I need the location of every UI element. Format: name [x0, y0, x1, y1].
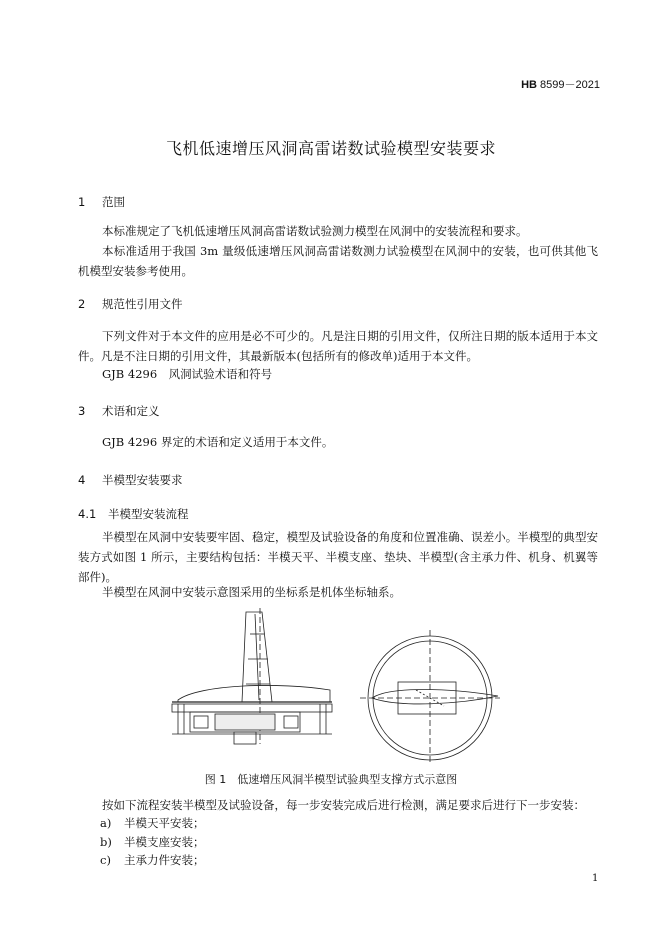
section-2-paragraph-1: 下列文件对于本文件的应用是必不可少的。凡是注日期的引用文件，仅所注日期的版本适用于本文件。凡是不注日期的引用文件，其最新版本(包括所有的修改单)适用于本文件。	[78, 329, 598, 363]
section-1-heading: 1 范围	[78, 195, 125, 209]
section-1-paragraph-1: 本标准规定了飞机低速增压风洞高雷诺数试验测力模型在风洞中的安装流程和要求。	[102, 224, 528, 238]
section-4-1-paragraph-2: 半模型在风洞中安装示意图采用的坐标系是机体坐标轴系。	[102, 585, 401, 599]
section-1-paragraph-2: 本标准适用于我国 3m 量级低速增压风洞高雷诺数测力试验模型在风洞中的安装，也可供其他飞机模型安装参考使用。	[78, 244, 598, 278]
standard-code: HB 8599－2021	[521, 79, 600, 91]
section-3-heading: 3 术语和定义	[78, 404, 160, 418]
list-item: b) 半模支座安装；	[100, 835, 205, 849]
figure-1-caption: 图 1 低速增压风洞半模型试验典型支撑方式示意图	[204, 773, 458, 786]
page-title: 飞机低速增压风洞高雷诺数试验模型安装要求	[165, 139, 496, 158]
procedure-intro: 按如下流程安装半模型及试验设备，每一步安装完成后进行检测，满足要求后进行下一步安装：	[102, 798, 585, 812]
half-model-side-view	[172, 608, 332, 744]
section-4-heading: 4 半模型安装要求	[78, 473, 183, 487]
section-2-heading: 2 规范性引用文件	[78, 297, 183, 311]
section-4-1-heading: 4.1 半模型安装流程	[78, 507, 189, 521]
section-2-reference: GJB 4296 风洞试验术语和符号	[102, 367, 273, 381]
section-3-paragraph-1: GJB 4296 界定的术语和定义适用于本文件。	[102, 435, 334, 449]
list-item: c) 主承力件安装；	[100, 853, 205, 867]
half-model-front-view	[360, 630, 500, 764]
section-4-1-paragraph-1: 半模型在风洞中安装要牢固、稳定，模型及试验设备的角度和位置准确、误差小。半模型的典型安装方式如图 1 所示，主要结构包括：半模天平、半模支座、垫块、半模型(含主承力件、机身、机翼等部件)。	[78, 530, 598, 584]
figure-1-diagram	[160, 604, 520, 764]
page-number: 1	[592, 873, 599, 884]
list-item: a) 半模天平安装；	[100, 816, 205, 830]
